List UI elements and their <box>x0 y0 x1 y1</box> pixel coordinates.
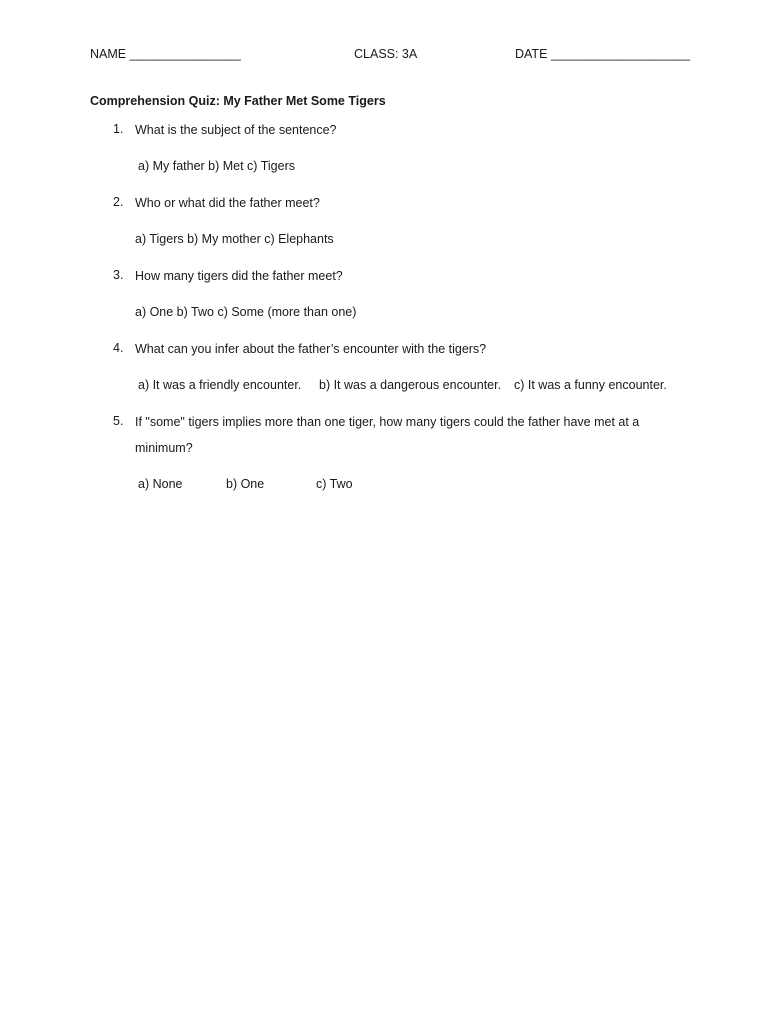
question-number: 3. <box>113 268 124 282</box>
question-text: How many tigers did the father meet? <box>135 269 343 283</box>
question-number: 5. <box>113 414 124 428</box>
question-text: If "some" tigers implies more than one tiger, how many tigers could the father have met at a minimum? <box>135 415 640 455</box>
question-number: 4. <box>113 341 124 355</box>
answer-options: a) Tigers b) My mother c) Elephants <box>135 232 334 246</box>
name-field: NAME ________________ <box>90 47 241 61</box>
answer-option-a: a) It was a friendly encounter. <box>138 378 302 392</box>
quiz-title: Comprehension Quiz: My Father Met Some Tigers <box>90 94 386 108</box>
answer-option-b: b) It was a dangerous encounter. <box>319 378 502 392</box>
question-text: Who or what did the father meet? <box>135 196 320 210</box>
date-field: DATE ____________________ <box>515 47 690 61</box>
answer-option-c: c) Two <box>316 477 353 491</box>
question-number: 1. <box>113 122 124 136</box>
answer-options: a) My father b) Met c) Tigers <box>138 159 295 173</box>
question-number: 2. <box>113 195 124 209</box>
answer-option-a: a) None <box>138 477 183 491</box>
question-text: What can you infer about the father’s encounter with the tigers? <box>135 342 487 356</box>
answer-option-c: c) It was a funny encounter. <box>514 378 667 392</box>
answer-options: a) One b) Two c) Some (more than one) <box>135 305 357 319</box>
class-field: CLASS: 3A <box>354 47 418 61</box>
answer-option-b: b) One <box>226 477 265 491</box>
question-text: What is the subject of the sentence? <box>135 123 337 137</box>
